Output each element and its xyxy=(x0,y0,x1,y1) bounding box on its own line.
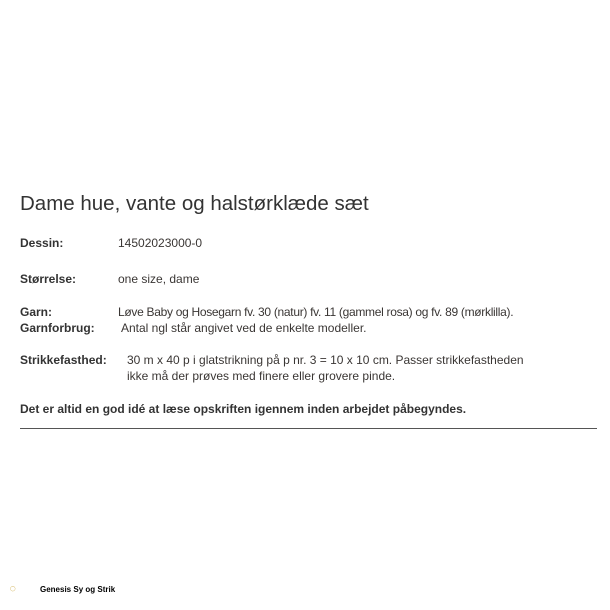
yarn-usage-value: Antal ngl står angivet ved de enkelte modeller. xyxy=(121,321,367,335)
genesis-logo: ◯ xyxy=(10,587,16,592)
dessin-value: 14502023000-0 xyxy=(118,236,203,250)
size-value: one size, dame xyxy=(118,272,200,286)
size-label: Størrelse: xyxy=(20,272,77,286)
dessin-label: Dessin: xyxy=(20,236,64,250)
gauge-value-continued: ikke må der prøves med finere eller grovere pinde. xyxy=(127,369,396,383)
yarn-label: Garn: xyxy=(20,305,53,319)
shop-name: Genesis Sy og Strik xyxy=(40,585,116,594)
pattern-title: Dame hue, vante og halstørklæde sæt xyxy=(20,192,369,215)
yarn-value: Løve Baby og Hosegarn fv. 30 (natur) fv. 11 (gammel rosa) og fv. 89 (mørklilla). xyxy=(118,305,514,319)
reading-note: Det er altid en god idé at læse opskriften igennem inden arbejdet påbegyndes. xyxy=(20,402,467,416)
divider xyxy=(20,428,597,429)
gauge-value: 30 m x 40 p i glatstrikning på p nr. 3 = 10 x 10 cm. Passer strikkefastheden xyxy=(127,353,524,367)
gauge-label: Strikkefasthed: xyxy=(20,353,107,367)
yarn-usage-label: Garnforbrug: xyxy=(20,321,95,335)
